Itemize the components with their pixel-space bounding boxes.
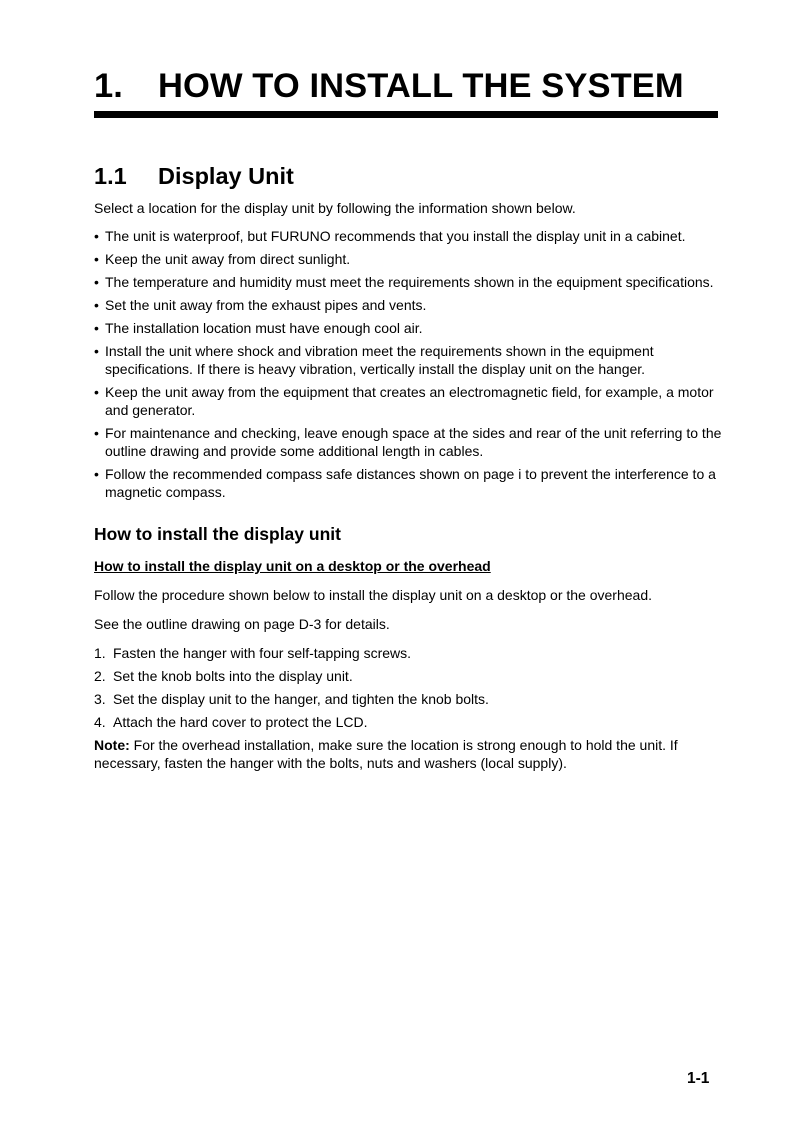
list-item: • The temperature and humidity must meet the requirements shown in the equipment specifications. (94, 273, 722, 291)
list-item: • The unit is waterproof, but FURUNO recommends that you install the display unit in a cabinet. (94, 227, 722, 245)
step-number: 3. (94, 691, 106, 707)
procedure-intro: Follow the procedure shown below to install the display unit on a desktop or the overhead. (94, 587, 653, 603)
section-intro: Select a location for the display unit by following the information shown below. (94, 200, 576, 216)
list-item: • The installation location must have enough cool air. (94, 319, 722, 337)
list-item: • Install the unit where shock and vibration meet the requirements shown in the equipment specifications. If there is heavy vibration, vertically install the display unit on the hanger. (94, 342, 722, 378)
procedure-title: How to install the display unit on a desktop or the overhead (94, 558, 491, 574)
location-requirements-list (94, 227, 722, 501)
step-item (94, 667, 722, 685)
step-number: 2. (94, 668, 106, 684)
outline-drawing-reference: See the outline drawing on page D-3 for details. (94, 616, 390, 632)
step-text: Fasten the hanger with four self-tapping screws. (113, 645, 412, 661)
installation-note (94, 736, 722, 772)
section-number: 1.1 (94, 163, 127, 189)
step-text: Attach the hard cover to protect the LCD. (113, 714, 368, 730)
step-item (94, 690, 722, 708)
page-number: 1-1 (687, 1070, 710, 1087)
note-label: Note: (94, 737, 130, 753)
step-text: Set the display unit to the hanger, and tighten the knob bolts. (113, 691, 489, 707)
chapter-title (94, 66, 684, 106)
chapter-title-rule (94, 111, 718, 118)
list-item: • Follow the recommended compass safe distances shown on page i to prevent the interference to a magnetic compass. (94, 465, 722, 501)
note-text: For the overhead installation, make sure the location is strong enough to hold the unit. If necessary, fasten the hanger with the bolts, nuts and washers (local supply). (94, 737, 678, 771)
step-item (94, 713, 722, 731)
chapter-number: 1. (94, 67, 123, 105)
step-number: 1. (94, 645, 106, 661)
list-item: • Set the unit away from the exhaust pipes and vents. (94, 296, 722, 314)
section-title-text: Display Unit (158, 163, 294, 189)
list-item: • Keep the unit away from the equipment that creates an electromagnetic field, for example, a motor and generator. (94, 383, 722, 419)
list-item: • For maintenance and checking, leave enough space at the sides and rear of the unit referring to the outline drawing and provide some additional length in cables. (94, 424, 722, 460)
chapter-title-text: HOW TO INSTALL THE SYSTEM (158, 67, 684, 105)
step-item (94, 644, 722, 662)
page-content (94, 199, 722, 772)
subsection-title: How to install the display unit (94, 524, 341, 544)
list-item: • Keep the unit away from direct sunlight. (94, 250, 722, 268)
step-text: Set the knob bolts into the display unit. (113, 668, 353, 684)
installation-steps (94, 644, 722, 731)
step-number: 4. (94, 714, 106, 730)
section-title (94, 161, 294, 191)
